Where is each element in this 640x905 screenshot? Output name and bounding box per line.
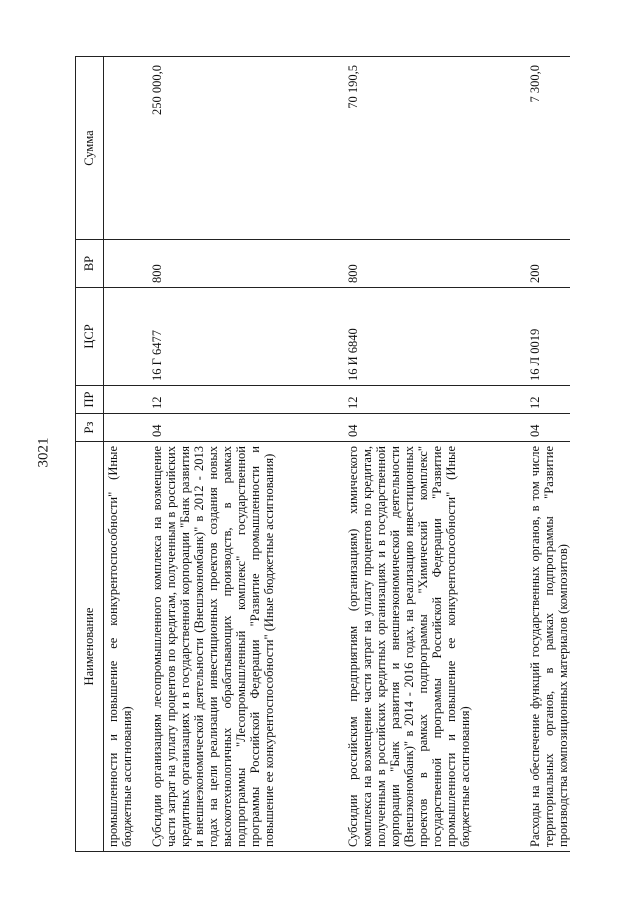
header-vr: ВР	[76, 240, 104, 288]
row-vr	[104, 240, 145, 288]
row-rz: 04	[522, 414, 570, 442]
row-name: промышленности и повышение ее конкурентоспособности" (Иные бюджетные ассигнования)	[104, 442, 145, 852]
row-pr: 12	[340, 386, 522, 414]
row-vr: 800	[340, 240, 522, 288]
row-csr: 16 Л 0019	[522, 288, 570, 386]
row-rz	[104, 414, 145, 442]
row-csr: 16 И 6840	[340, 288, 522, 386]
row-sum: 70 190,5	[340, 57, 522, 240]
row-name: Расходы на обеспечение функций государственных органов, в том числе территориальных органов, в рамках подпрограммы "Развитие производства композиционных материалов (композитов)	[522, 442, 570, 852]
header-csr: ЦСР	[76, 288, 104, 386]
row-vr: 200	[522, 240, 570, 288]
page-number: 3021	[35, 437, 52, 468]
row-vr: 800	[144, 240, 340, 288]
row-rz: 04	[340, 414, 522, 442]
header-name: Наименование	[76, 442, 104, 852]
rotated-table-container	[75, 57, 623, 852]
row-name: Субсидии российским предприятиям (организациям) химического комплекса на возмещение части затрат на уплату процентов по кредитам, полученным в российских кредитных организациях и в государственной корпорации "Банк развития и внешнеэкономической деятельности (Внешэкономбанк)" в 2014 - 2016 годах, на реализацию инвестиционных проектов в рамках подпрограммы "Химический комплекс" государственной программы Российской Федерации "Развитие промышленности и повышение ее конкурентоспособности" (Иные бюджетные ассигнования)	[340, 442, 522, 852]
row-sum: 7 300,0	[522, 57, 570, 240]
row-csr	[104, 288, 145, 386]
table-row	[522, 57, 570, 852]
row-name: Субсидии организациям лесопромышленного комплекса на возмещение части затрат на уплату процентов по кредитам, полученным в российских кредитных организациях и в государственной корпорации "Банк развития и внешнеэкономической деятельности (Внешэкономбанк)" в 2012 - 2013 годах на цели реализации инвестиционных проектов создания новых высокотехнологичных обрабатывающих производств, в рамках подпрограммы "Лесопромышленный комплекс" государственной программы Российской Федерации "Развитие промышленности и повышение ее конкурентоспособности" (Иные бюджетные ассигнования)	[144, 442, 340, 852]
table-row	[340, 57, 522, 852]
header-sum: Сумма	[76, 57, 104, 240]
row-pr: 12	[522, 386, 570, 414]
header-rz: Рз	[76, 414, 104, 442]
table-row	[104, 57, 145, 852]
budget-table	[75, 56, 570, 852]
row-sum: 250 000,0	[144, 57, 340, 240]
row-pr: 12	[144, 386, 340, 414]
row-sum	[104, 57, 145, 240]
header-pr: ПР	[76, 386, 104, 414]
table-row	[144, 57, 340, 852]
row-pr	[104, 386, 145, 414]
row-csr: 16 Г 6477	[144, 288, 340, 386]
row-rz: 04	[144, 414, 340, 442]
table-header-row	[76, 57, 104, 852]
